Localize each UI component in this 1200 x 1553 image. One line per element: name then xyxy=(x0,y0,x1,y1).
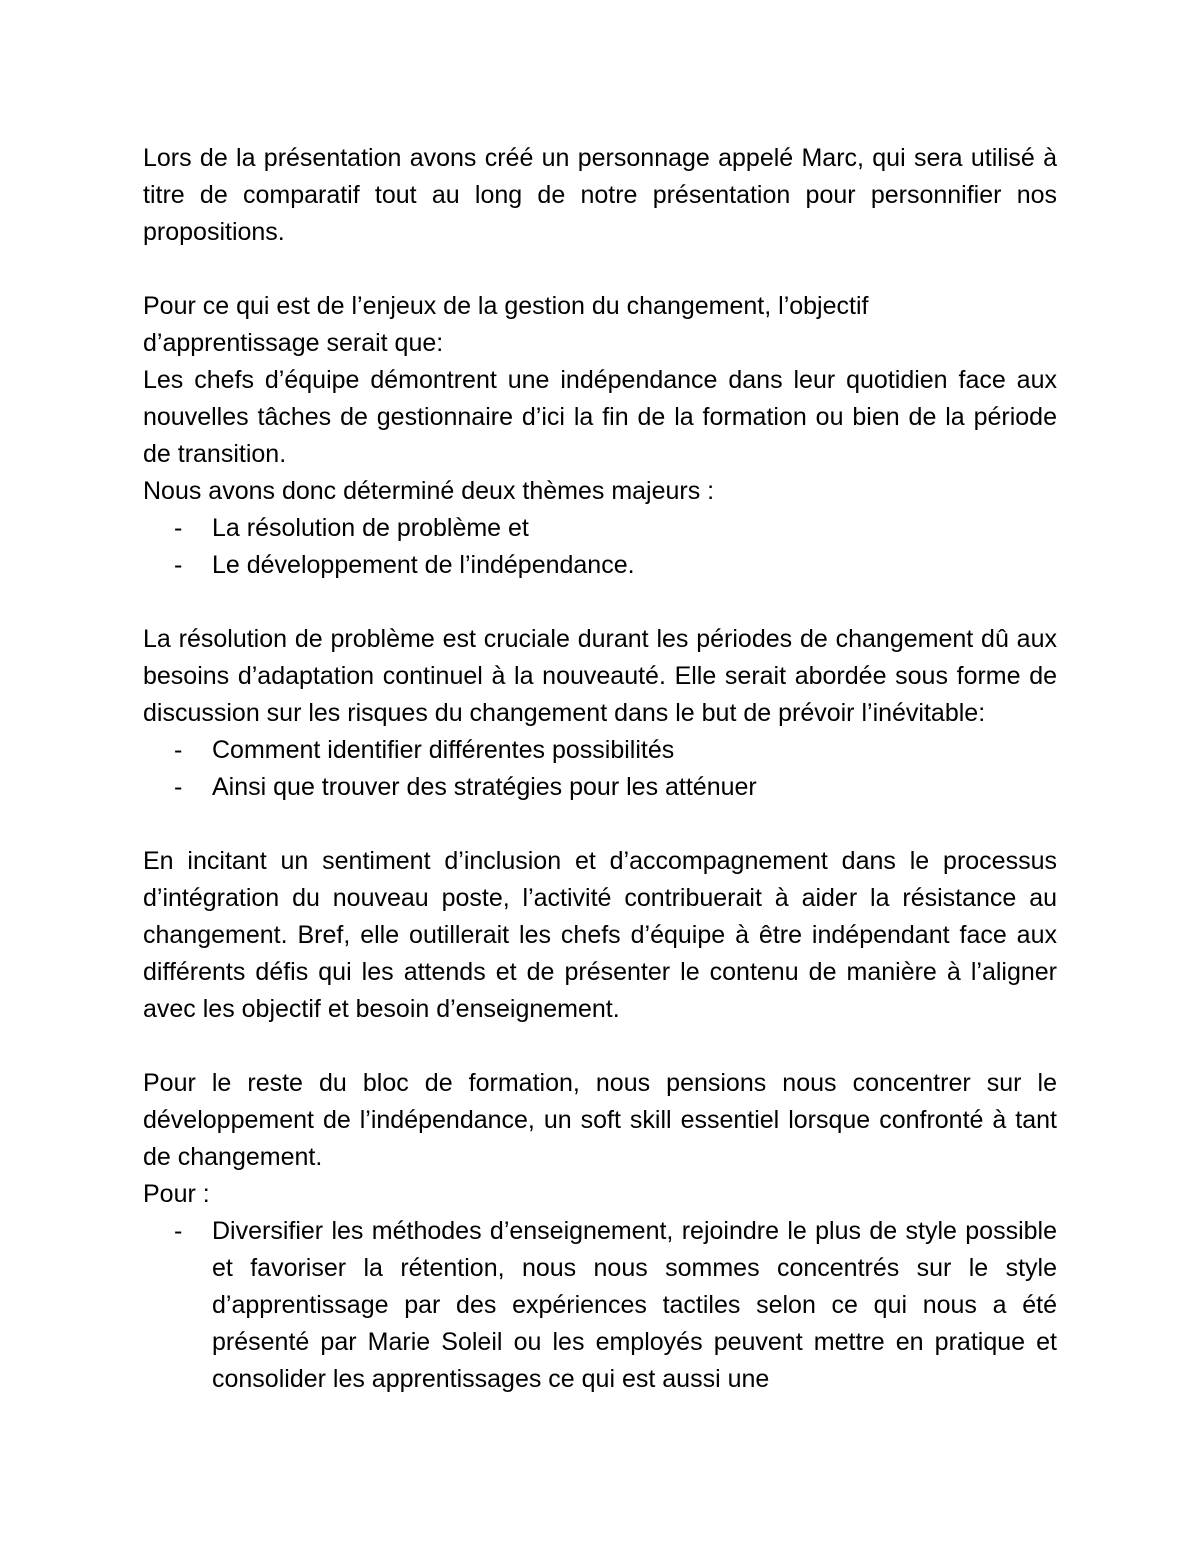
list-item xyxy=(143,510,1057,547)
list-item-text: Diversifier les méthodes d’enseignement, rejoindre le plus de style possible et favoriser la rétention, nous nous sommes concentrés sur le style d’apprentissage par des expériences tactiles selon ce qui nous a été présenté par Marie Soleil ou les employés peuvent mettre en pratique et consolider les apprentissages ce qui est aussi une xyxy=(212,1217,1057,1393)
paragraph-spacer xyxy=(143,584,1057,621)
list-item-text: Le développement de l’indépendance. xyxy=(212,551,635,579)
dash-bullet: - xyxy=(174,551,183,579)
list-item xyxy=(143,769,1057,806)
list-item xyxy=(143,732,1057,769)
list-pour xyxy=(143,1213,1057,1398)
paragraph-themes-intro: Nous avons donc déterminé deux thèmes majeurs : xyxy=(143,477,715,505)
paragraph-marc-intro: Lors de la présentation avons créé un personnage appelé Marc, qui sera utilisé à titre de comparatif tout au long de notre présentation pour personnifier nos propositions. xyxy=(143,144,1057,246)
paragraph-training-block: Pour le reste du bloc de formation, nous pensions nous concentrer sur le développement de l’indépendance, un soft skill essentiel lorsque confronté à tant de changement. xyxy=(143,1069,1057,1171)
list-item xyxy=(143,547,1057,584)
paragraph-objective-statement: Les chefs d’équipe démontrent une indépendance dans leur quotidien face aux nouvelles tâches de gestionnaire d’ici la fin de la formation ou bien de la période de transition. xyxy=(143,366,1057,468)
list-item-text: Comment identifier différentes possibilités xyxy=(212,736,675,764)
list-item-text: La résolution de problème et xyxy=(212,514,529,542)
paragraph-spacer xyxy=(143,806,1057,843)
dash-bullet: - xyxy=(174,736,183,764)
paragraph-learning-objective-line2: d’apprentissage serait que: xyxy=(143,329,444,357)
list-item xyxy=(143,1213,1057,1398)
paragraph-learning-objective-line1: Pour ce qui est de l’enjeux de la gestion du changement, l’objectif xyxy=(143,292,869,320)
paragraph-spacer xyxy=(143,1028,1057,1065)
dash-bullet: - xyxy=(174,514,183,542)
paragraph-inclusion: En incitant un sentiment d’inclusion et d’accompagnement dans le processus d’intégration du nouveau poste, l’activité contribuerait à aider la résistance au changement. Bref, elle outillerait les chefs d’équipe à être indépendant face aux différents défis qui les attends et de présenter le contenu de manière à l’aligner avec les objectif et besoin d’enseignement. xyxy=(143,847,1057,1023)
paragraph-spacer xyxy=(143,251,1057,288)
dash-bullet: - xyxy=(174,773,183,801)
list-item-text: Ainsi que trouver des stratégies pour les atténuer xyxy=(212,773,757,801)
document-body xyxy=(143,140,1057,1398)
paragraph-problem-solving: La résolution de problème est cruciale durant les périodes de changement dû aux besoins d’adaptation continuel à la nouveauté. Elle serait abordée sous forme de discussion sur les risques du changement dans le but de prévoir l’inévitable: xyxy=(143,625,1057,727)
paragraph-pour-label: Pour : xyxy=(143,1180,210,1208)
list-problem-solving xyxy=(143,732,1057,806)
list-themes xyxy=(143,510,1057,584)
dash-bullet: - xyxy=(174,1217,183,1245)
